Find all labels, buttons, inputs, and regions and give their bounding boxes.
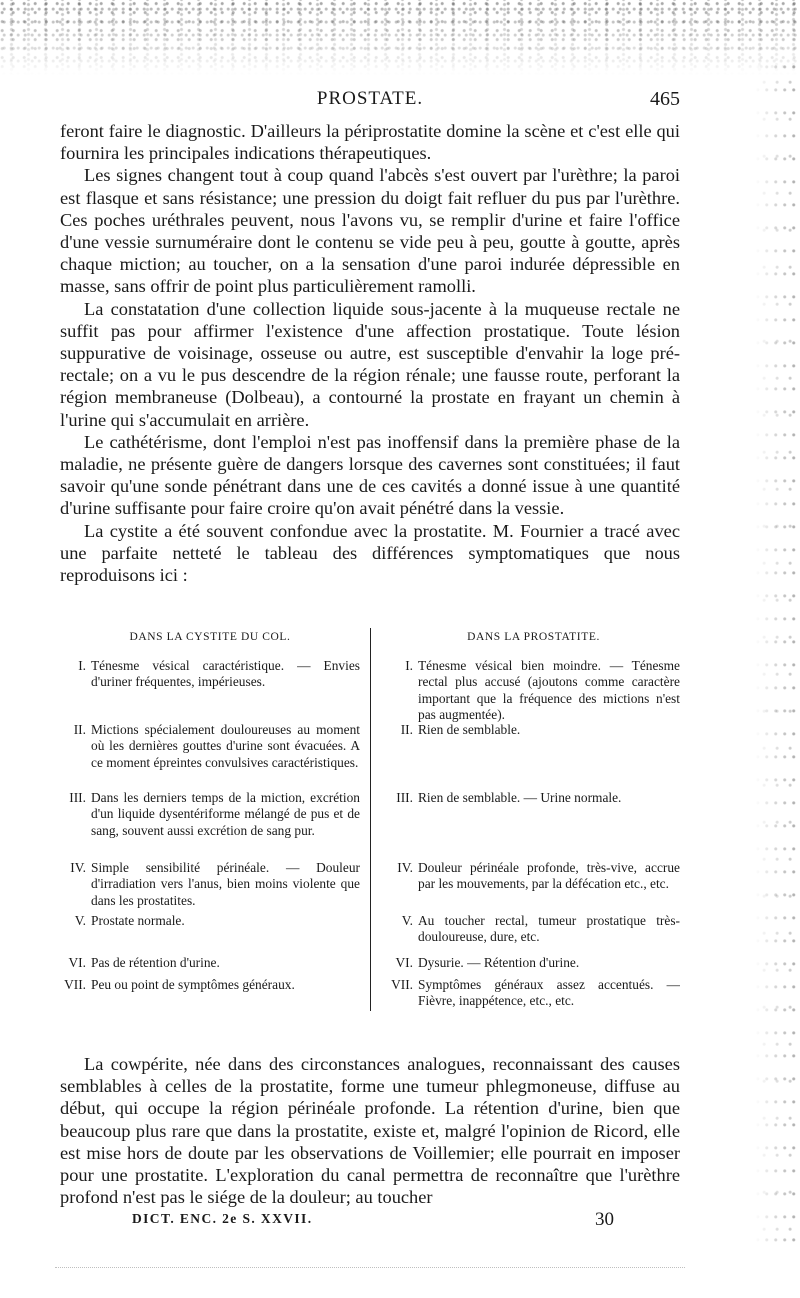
table-column-prostatite — [370, 628, 680, 1011]
cell-text: Dysurie. — Rétention d'urine. — [418, 955, 580, 970]
cell-text: Prostate normale. — [91, 913, 185, 928]
row-number: II. — [73, 722, 86, 737]
paragraph: Les signes changent tout à coup quand l'abcès s'est ouvert par l'urèthre; la paroi est flasque et sans résistance; une pression du doigt fait refluer du pus par l'urèthre. Ces poches uréthrales peuvent, nous l'avons vu, se remplir d'urine et faire l'office d'une vessie surnuméraire dont le contenu se vide peu à peu, goutte à goutte, après chaque miction; au toucher, on a la sensation d'une paroi indurée dépressible en masse, sans offrir de point plus particulièrement ramolli. — [60, 165, 680, 297]
cell-text: Rien de semblable. — Urine normale. — [418, 790, 622, 805]
cell-text: Pas de rétention d'urine. — [91, 955, 220, 970]
cell-text: Symptômes généraux assez accentués. — Fièvre, inappétence, etc., etc. — [418, 977, 680, 1009]
table-cell — [387, 913, 680, 955]
comparison-table — [60, 628, 680, 1011]
cell-text: Peu ou point de symptômes généraux. — [91, 977, 295, 992]
paragraph: La constatation d'une collection liquide sous-jacente à la muqueuse rectale ne suffit pas pour affirmer l'existence d'une affection prostatique. Toute lésion suppurative de voisinage, osseuse ou autre, est susceptible d'envahir la loge pré-rectale; on a vu le pus descendre de la région rénale; une fausse route, perforant la région membraneuse (Dolbeau), a contourné la prostate en frayant un chemin à l'urine qui s'accumulait en arrière. — [60, 298, 680, 430]
row-number: IV. — [70, 860, 86, 875]
cell-text: Au toucher rectal, tumeur prostatique très-douloureuse, dure, etc. — [418, 913, 680, 945]
table-cell — [60, 790, 360, 860]
table-column-cystite — [60, 628, 370, 1011]
table-cell — [60, 860, 360, 913]
paragraph: feront faire le diagnostic. D'ailleurs la périprostatite domine la scène et c'est elle qui fournira les principales indications thérapeutiques. — [60, 121, 680, 164]
row-number: VI. — [68, 955, 86, 970]
cell-text: Mictions spécialement douloureuses au moment où les dernières gouttes d'urine sont évacuées. A ce moment épreintes convulsives caractéristiques. — [91, 722, 360, 770]
row-number: V. — [74, 913, 86, 928]
paragraph: La cowpérite, née dans des circonstances analogues, reconnaissant des causes semblables à celles de la prostatite, forme une tumeur phlegmoneuse, diffuse au début, qui occupe la région périnéale profonde. La rétention d'urine, bien que beaucoup plus rare que dans la prostatite, existe et, malgré l'opinion de Ricord, elle est mise hors de doute par les observations de Voillemier; elle pourrait en imposer pour une prostatite. L'exploration du canal permettra de reconnaître que l'urèthre profond n'est pas le siége de la douleur; au toucher — [60, 1054, 680, 1208]
table-cell — [60, 955, 360, 977]
row-number: V. — [401, 913, 413, 928]
row-number: VII. — [391, 977, 413, 992]
gathering-number: 30 — [595, 1209, 614, 1230]
row-number: III. — [69, 790, 86, 805]
running-title: PROSTATE. — [316, 88, 424, 109]
row-number: VI. — [395, 955, 413, 970]
row-number: VII. — [64, 977, 86, 992]
cell-text: Dans les derniers temps de la miction, excrétion d'un liquide dysentériforme mélangé de pus et de sang, souvent aussi excrétion de sang pur. — [91, 790, 360, 838]
bottom-text — [60, 1053, 680, 1208]
cell-text: Ténesme vésical bien moindre. — Ténesme rectal plus accusé (ajoutons comme caractère important que la fréquence des mictions n'est pas augmentée). — [418, 658, 680, 722]
column-header-cystite: DANS LA CYSTITE DU COL. — [129, 631, 291, 643]
row-number: I. — [405, 658, 413, 673]
table-cell — [387, 955, 680, 977]
table-cell — [387, 722, 680, 790]
table-cell — [60, 977, 360, 1011]
page-number: 465 — [650, 88, 680, 110]
row-number: IV. — [397, 860, 413, 875]
cell-text: Simple sensibilité périnéale. — Douleur d'irradiation vers l'anus, bien moins violente que dans les prostatites. — [91, 860, 360, 908]
cell-text: Douleur périnéale profonde, très-vive, accrue par les mouvements, par la défécation etc., etc. — [418, 860, 680, 892]
scan-noise-top — [0, 0, 800, 75]
page-footer — [132, 1209, 614, 1233]
table-cell — [60, 722, 360, 790]
column-header-prostatite: DANS LA PROSTATITE. — [467, 631, 600, 643]
printer-signature: DICT. ENC. 2e S. XXVII. — [132, 1211, 313, 1226]
table-cell — [60, 913, 360, 955]
cell-text: Ténesme vésical caractéristique. — Envies d'uriner fréquentes, impérieuses. — [91, 658, 360, 690]
row-number: I. — [78, 658, 86, 673]
page-header — [60, 88, 680, 114]
paragraph: Le cathétérisme, dont l'emploi n'est pas inoffensif dans la première phase de la maladie, ne présente guère de dangers lorsque des cavernes sont constituées; il faut savoir qu'une sonde pénétrant dans une de ces cavités a donné issue à une quantité d'urine suffisante pour faire croire qu'on avait pénétré dans la vessie. — [60, 431, 680, 519]
table-cell — [387, 658, 680, 722]
body-text — [60, 120, 680, 586]
table-cell — [387, 977, 680, 1011]
table-cell — [387, 790, 680, 860]
table-cell — [60, 658, 360, 722]
scan-edge-line — [55, 1267, 685, 1268]
paragraph: La cystite a été souvent confondue avec la prostatite. M. Fournier a tracé avec une parfaite netteté le tableau des différences symptomatiques que nous reproduisons ici : — [60, 520, 680, 586]
cell-text: Rien de semblable. — [418, 722, 521, 737]
row-number: II. — [400, 722, 413, 737]
row-number: III. — [396, 790, 413, 805]
table-cell — [387, 860, 680, 913]
scan-noise-right — [755, 60, 800, 1260]
